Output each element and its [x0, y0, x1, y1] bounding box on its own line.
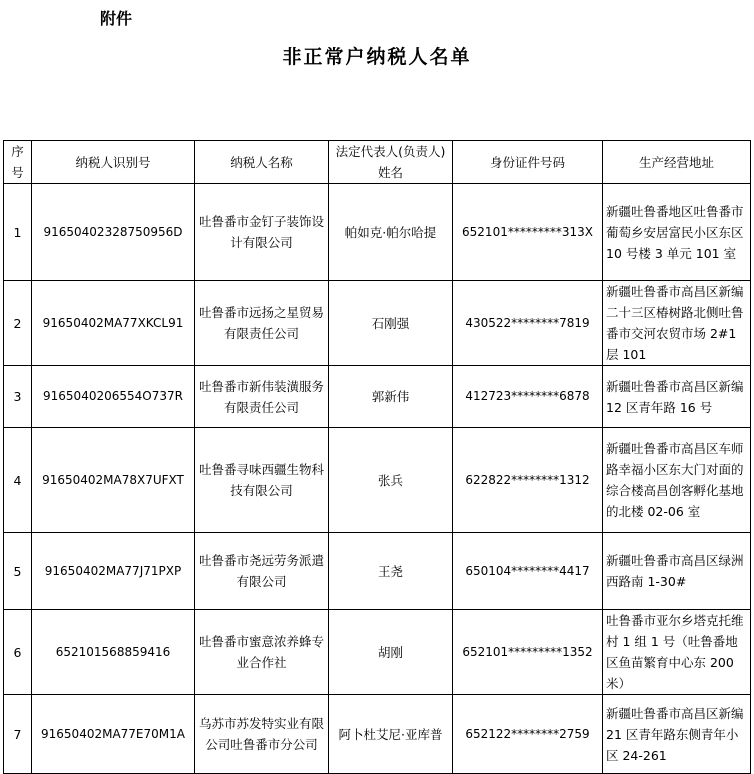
- cell-id-number: 652101*********313X: [453, 184, 603, 281]
- cell-index: 5: [4, 533, 32, 610]
- cell-name: 吐鲁番市远扬之星贸易有限责任公司: [195, 281, 329, 366]
- cell-tax-id: 91650402328750956D: [32, 184, 195, 281]
- table-row: [4, 281, 751, 366]
- header-index: 序号: [4, 141, 32, 184]
- cell-legal-rep: 胡刚: [329, 610, 453, 695]
- cell-id-number: 652101*********1352: [453, 610, 603, 695]
- cell-id-number: 622822********1312: [453, 428, 603, 533]
- cell-legal-rep: 张兵: [329, 428, 453, 533]
- cell-id-number: 652122********2759: [453, 695, 603, 774]
- cell-address: 新疆吐鲁番市高昌区新编 12 区青年路 16 号: [603, 366, 751, 428]
- cell-address: 新疆吐鲁番市高昌区新编21 区青年路东侧青年小区 24-261: [603, 695, 751, 774]
- cell-tax-id: 9165040206554O737R: [32, 366, 195, 428]
- header-name: 纳税人名称: [195, 141, 329, 184]
- cell-id-number: 430522********7819: [453, 281, 603, 366]
- cell-name: 乌苏市苏发特实业有限公司吐鲁番市分公司: [195, 695, 329, 774]
- cell-tax-id: 91650402MA77XKCL91: [32, 281, 195, 366]
- cell-tax-id: 91650402MA77J71PXP: [32, 533, 195, 610]
- cell-tax-id: 91650402MA77E70M1A: [32, 695, 195, 774]
- cell-id-number: 412723********6878: [453, 366, 603, 428]
- page-title: 非正常户纳税人名单: [282, 46, 472, 68]
- cell-legal-rep: 王尧: [329, 533, 453, 610]
- attachment-label: 附件: [100, 9, 133, 28]
- cell-index: 3: [4, 366, 32, 428]
- cell-legal-rep: 石刚强: [329, 281, 453, 366]
- table-row: [4, 695, 751, 774]
- cell-legal-rep: 郭新伟: [329, 366, 453, 428]
- header-legal-rep: 法定代表人(负责人)姓名: [329, 141, 453, 184]
- header-address: 生产经营地址: [603, 141, 751, 184]
- table-row: [4, 366, 751, 428]
- cell-address: 吐鲁番市亚尔乡塔克托维村 1 组 1 号（吐鲁番地区鱼苗繁育中心东 200 米）: [603, 610, 751, 695]
- cell-name: 吐鲁番市尧远劳务派遣有限公司: [195, 533, 329, 610]
- table-row: [4, 610, 751, 695]
- cell-address: 新疆吐鲁番市高昌区新编二十三区椿树路北侧吐鲁番市交河农贸市场 2#1 层 101: [603, 281, 751, 366]
- cell-id-number: 650104********4417: [453, 533, 603, 610]
- cell-name: 吐鲁番寻味西疆生物科技有限公司: [195, 428, 329, 533]
- cell-address: 新疆吐鲁番市高昌区车师路幸福小区东大门对面的综合楼高昌创客孵化基地的北楼 02-06 室: [603, 428, 751, 533]
- cell-name: 吐鲁番市金钉子装饰设计有限公司: [195, 184, 329, 281]
- header-tax-id: 纳税人识别号: [32, 141, 195, 184]
- cell-address: 新疆吐鲁番市高昌区绿洲西路南 1-30#: [603, 533, 751, 610]
- cell-name: 吐鲁番市蜜意浓养蜂专业合作社: [195, 610, 329, 695]
- cell-name: 吐鲁番市新伟装潢服务有限责任公司: [195, 366, 329, 428]
- table-row: [4, 533, 751, 610]
- cell-index: 4: [4, 428, 32, 533]
- cell-index: 6: [4, 610, 32, 695]
- cell-index: 2: [4, 281, 32, 366]
- cell-index: 7: [4, 695, 32, 774]
- cell-index: 1: [4, 184, 32, 281]
- table-row: [4, 428, 751, 533]
- cell-tax-id: 91650402MA78X7UFXT: [32, 428, 195, 533]
- cell-legal-rep: 阿卜杜艾尼·亚库普: [329, 695, 453, 774]
- table-row: [4, 184, 751, 281]
- cell-tax-id: 652101568859416: [32, 610, 195, 695]
- cell-address: 新疆吐鲁番地区吐鲁番市葡萄乡安居富民小区东区 10 号楼 3 单元 101 室: [603, 184, 751, 281]
- header-id-number: 身份证件号码: [453, 141, 603, 184]
- table-header-row: [4, 141, 751, 184]
- taxpayer-table: [3, 140, 751, 774]
- cell-legal-rep: 帕如克·帕尔哈提: [329, 184, 453, 281]
